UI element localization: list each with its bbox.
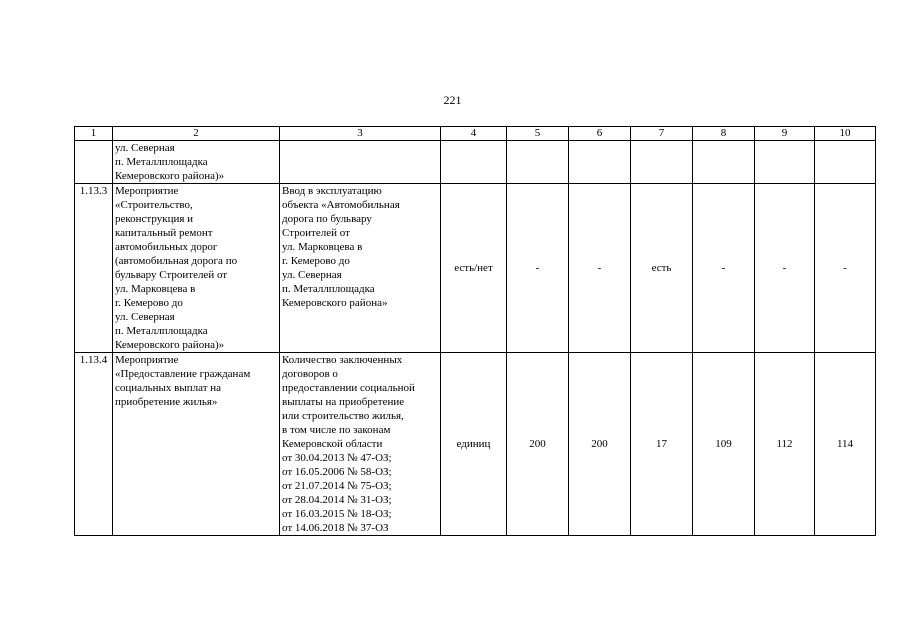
cell-text-line: реконструкция и: [115, 213, 194, 225]
value-cell-col4: есть/нет: [441, 184, 507, 353]
value-cell-col6: -: [569, 184, 631, 353]
value-cell-col8: 109: [693, 353, 755, 536]
cell-text-line: ул. Марковцева в: [115, 283, 196, 295]
indicator-name-cell: [280, 141, 441, 184]
header-cell-5: 5: [507, 127, 569, 141]
cell-text-line: п. Металлплощадка: [115, 156, 208, 168]
cell-text-line: договоров о: [282, 368, 338, 380]
cell-text-line: г. Кемерово до: [282, 255, 350, 267]
cell-text-line: Кемеровского района)»: [115, 339, 225, 351]
cell-text-line: Количество заключенных: [282, 354, 403, 366]
cell-text-line: ул. Северная: [282, 269, 342, 281]
cell-text-line: ул. Марковцева в: [282, 241, 363, 253]
row-number-cell: 1.13.3: [75, 184, 113, 353]
row-number-cell: 1.13.4: [75, 353, 113, 536]
cell-text-line: ул. Северная: [115, 311, 175, 323]
indicator-name-cell: [280, 353, 441, 536]
value-cell-col7: [631, 141, 693, 184]
value-cell-col7: есть: [631, 184, 693, 353]
cell-text-line: объекта «Автомобильная: [282, 199, 400, 211]
header-cell-1: 1: [75, 127, 113, 141]
cell-text-line: капитальный ремонт: [115, 227, 213, 239]
event-name-cell: [113, 184, 280, 353]
event-name-cell: [113, 353, 280, 536]
indicator-name-cell: [280, 184, 441, 353]
cell-text-line: п. Металлплощадка: [282, 283, 375, 295]
header-row: [75, 127, 876, 141]
cell-text-line: п. Металлплощадка: [115, 325, 208, 337]
cell-text-line: от 16.03.2015 № 18-ОЗ;: [282, 508, 392, 520]
cell-text-line: г. Кемерово до: [115, 297, 183, 309]
value-cell-col4: [441, 141, 507, 184]
cell-text-line: от 30.04.2013 № 47-ОЗ;: [282, 452, 392, 464]
header-cell-6: 6: [569, 127, 631, 141]
cell-text-line: Кемеровского района»: [282, 297, 388, 309]
cell-text-line: приобретение жилья»: [115, 396, 218, 408]
value-cell-col10: 114: [815, 353, 876, 536]
cell-text-line: «Предоставление гражданам: [115, 368, 251, 380]
cell-text-line: выплаты на приобретение: [282, 396, 405, 408]
value-cell-col6: 200: [569, 353, 631, 536]
value-cell-col8: -: [693, 184, 755, 353]
cell-text-line: Мероприятие: [115, 185, 179, 197]
value-cell-col5: [507, 141, 569, 184]
value-cell-col8: [693, 141, 755, 184]
header-cell-2: 2: [113, 127, 280, 141]
value-cell-col5: -: [507, 184, 569, 353]
event-name-cell: [113, 141, 280, 184]
row-number-cell: [75, 141, 113, 184]
cell-text-line: Кемеровской области: [282, 438, 383, 450]
cell-text-line: автомобильных дорог: [115, 241, 218, 253]
cell-text-line: Кемеровского района)»: [115, 170, 225, 182]
value-cell-col4: единиц: [441, 353, 507, 536]
cell-text-line: бульвару Строителей от: [115, 269, 228, 281]
cell-text-line: от 21.07.2014 № 75-ОЗ;: [282, 480, 392, 492]
cell-text-line: Строителей от: [282, 227, 350, 239]
header-cell-9: 9: [755, 127, 815, 141]
header-cell-10: 10: [815, 127, 876, 141]
cell-text-line: Мероприятие: [115, 354, 179, 366]
table-row: [75, 141, 876, 184]
value-cell-col9: [755, 141, 815, 184]
cell-text-line: (автомобильная дорога по: [115, 255, 238, 267]
cell-text-line: или строительство жилья,: [282, 410, 404, 422]
cell-text-line: социальных выплат на: [115, 382, 222, 394]
cell-text-line: «Строительство,: [115, 199, 193, 211]
cell-text-line: Ввод в эксплуатацию: [282, 185, 382, 197]
value-cell-col10: [815, 141, 876, 184]
value-cell-col10: -: [815, 184, 876, 353]
value-cell-col7: 17: [631, 353, 693, 536]
value-cell-col9: 112: [755, 353, 815, 536]
cell-text-line: предоставлении социальной: [282, 382, 415, 394]
cell-text-line: ул. Северная: [115, 142, 175, 154]
value-cell-col9: -: [755, 184, 815, 353]
table-row: [75, 184, 876, 353]
page-number: 221: [443, 93, 462, 107]
cell-text-line: от 16.05.2006 № 58-ОЗ;: [282, 466, 392, 478]
header-cell-3: 3: [280, 127, 441, 141]
cell-text-line: в том числе по законам: [282, 424, 391, 436]
cell-text-line: от 14.06.2018 № 37-ОЗ: [282, 522, 389, 534]
cell-text-line: от 28.04.2014 № 31-ОЗ;: [282, 494, 392, 506]
value-cell-col6: [569, 141, 631, 184]
header-cell-8: 8: [693, 127, 755, 141]
value-cell-col5: 200: [507, 353, 569, 536]
header-cell-7: 7: [631, 127, 693, 141]
indicators-table: [74, 126, 876, 536]
cell-text-line: дорога по бульвару: [282, 213, 372, 225]
table-row: [75, 353, 876, 536]
header-cell-4: 4: [441, 127, 507, 141]
